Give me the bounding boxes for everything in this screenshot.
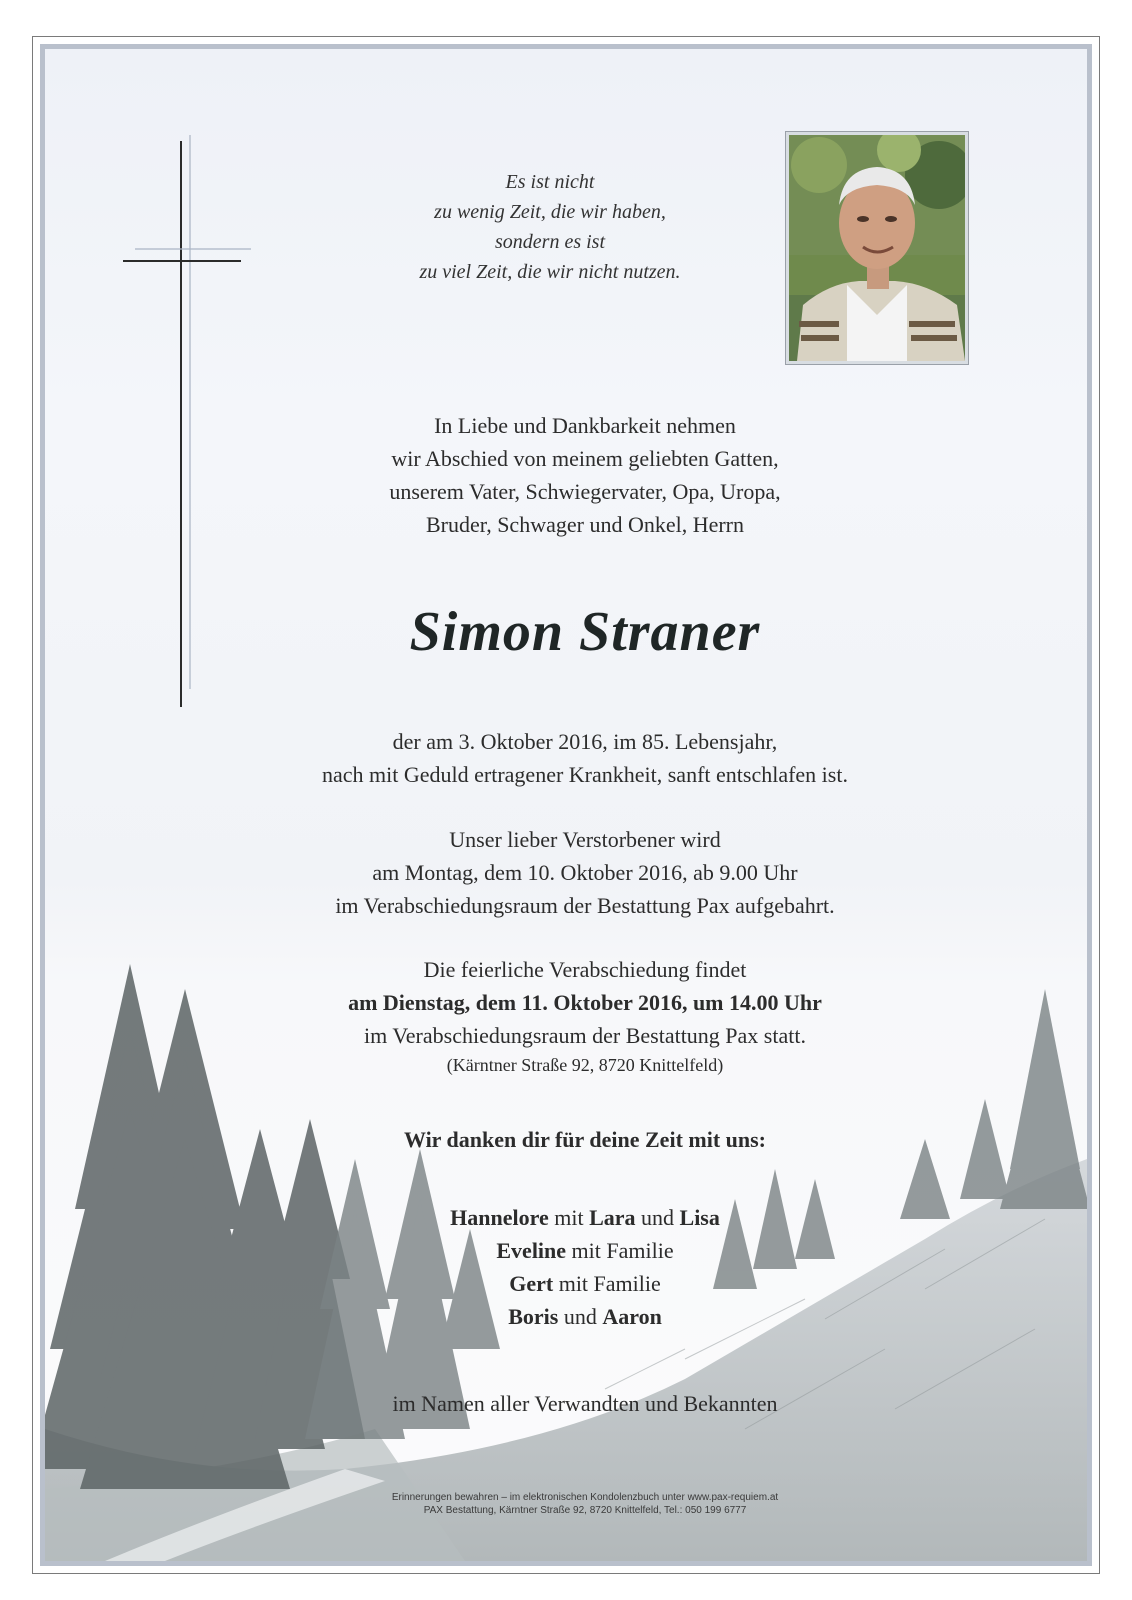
mourner-name: Lisa [679, 1205, 720, 1230]
mourner-row [185, 1267, 985, 1300]
viewing-info [185, 823, 985, 922]
mourner-row [185, 1201, 985, 1234]
mourner-name: Boris [508, 1304, 559, 1329]
mourner-row [185, 1300, 985, 1333]
footer-line: Erinnerungen bewahren – im elektronischen Kondolenzbuch unter www.pax-requiem.at [391, 1492, 779, 1503]
mourner-name: Hannelore [450, 1205, 549, 1230]
ceremony-info [185, 953, 985, 1078]
death-line: nach mit Geduld ertragener Krankheit, sanft entschlafen ist. [322, 762, 848, 787]
thanks-block [185, 1123, 985, 1156]
footer-line: PAX Bestattung, Kärntner Straße 92, 8720 Knittelfeld, Tel.: 050 199 6777 [423, 1505, 747, 1516]
quote-line: sondern es ist [495, 231, 605, 253]
thanks-heading: Wir danken dir für deine Zeit mit uns: [403, 1127, 767, 1152]
ceremony-address: (Kärntner Straße 92, 8720 Knittelfeld) [446, 1055, 724, 1075]
intro-line: Bruder, Schwager und Onkel, Herrn [425, 512, 745, 537]
quote-line: zu viel Zeit, die wir nicht nutzen. [419, 261, 681, 283]
mourner-connector: mit Familie [553, 1271, 661, 1296]
viewing-line: im Verabschiedungsraum der Bestattung Pax aufgebahrt. [335, 893, 835, 918]
mourner-connector: und [558, 1304, 603, 1329]
quote-line: zu wenig Zeit, die wir haben, [434, 201, 666, 223]
intro-line: unserem Vater, Schwiegervater, Opa, Uropa, [389, 479, 781, 504]
memorial-quote [335, 167, 765, 287]
notice-card [40, 44, 1092, 1566]
mourner-name: Aaron [602, 1304, 662, 1329]
intro-line: In Liebe und Dankbarkeit nehmen [434, 413, 736, 438]
ceremony-date: am Dienstag, dem 11. Oktober 2016, um 14.00 Uhr [348, 990, 822, 1015]
mourner-connector: und [635, 1205, 680, 1230]
death-line: der am 3. Oktober 2016, im 85. Lebensjahr, [392, 729, 778, 754]
intro-line: wir Abschied von meinem geliebten Gatten, [391, 446, 779, 471]
death-info [185, 725, 985, 791]
closing-line: im Namen aller Verwandten und Bekannten [392, 1391, 778, 1416]
footer [285, 1491, 885, 1517]
portrait-photo [789, 135, 965, 361]
announcement-intro [185, 409, 985, 541]
viewing-line: Unser lieber Verstorbener wird [449, 827, 721, 852]
ceremony-line: Die feierliche Verabschiedung findet [423, 957, 747, 982]
quote-line: Es ist nicht [505, 171, 595, 193]
deceased-name-block [185, 597, 985, 667]
mourner-name: Lara [589, 1205, 636, 1230]
viewing-line: am Montag, dem 10. Oktober 2016, ab 9.00 Uhr [372, 860, 798, 885]
portrait-photo-frame [785, 131, 969, 365]
mourner-name: Gert [509, 1271, 554, 1296]
mourner-connector: mit Familie [566, 1238, 674, 1263]
mourner-row [185, 1234, 985, 1267]
mourner-connector: mit [548, 1205, 590, 1230]
mourner-name: Eveline [496, 1238, 567, 1263]
closing-block [185, 1387, 985, 1420]
ceremony-location: im Verabschiedungsraum der Bestattung Pax statt. [364, 1023, 806, 1048]
deceased-name: Simon Straner [409, 601, 761, 663]
mourners-list [185, 1201, 985, 1333]
